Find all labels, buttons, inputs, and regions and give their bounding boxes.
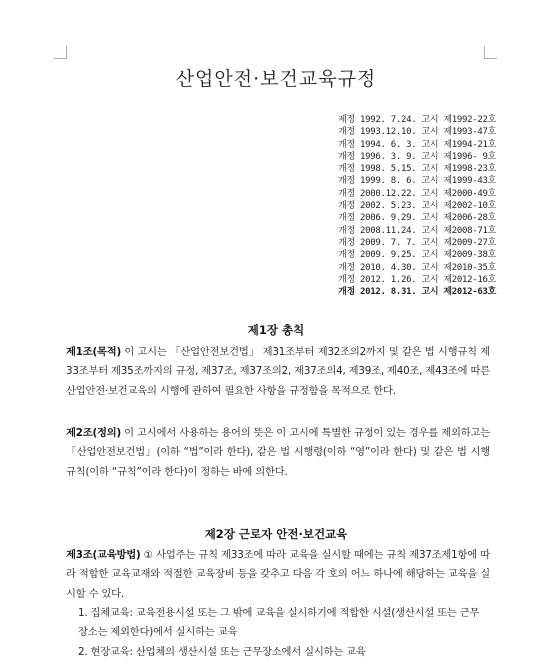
- article-3-text: ① 사업주는 규칙 제33조에 따라 교육을 실시할 때에는 규칙 제37조제1항에 따라 적합한 교육교재와 적절한 교육장비 등을 갖추고 다음 각 호의 어느 하나에 해당하는 교육을 실시할 수 있다.: [66, 549, 490, 600]
- article-2-label: 제2조(정의): [66, 427, 121, 439]
- crop-mark-top-left: [54, 46, 67, 59]
- article-3: [66, 546, 490, 604]
- list-item: 1. 집체교육: 교육전용시설 또는 그 밖에 교육을 실시하기에 적합한 시설(생산시설 또는 근무 장소는 제외한다)에서 실시하는 교육: [78, 607, 480, 639]
- article-3-label: 제3조(교육방법): [66, 549, 141, 561]
- history-line: 개정 1996. 3. 9. 고시 제1996- 9호: [338, 151, 496, 162]
- article-2: [66, 424, 490, 482]
- chapter-1-heading: 제1장 총칙: [247, 323, 305, 337]
- history-line: 개정 2008.11.24. 고시 제2008-71호: [338, 225, 496, 236]
- history-line: 개정 2002. 5.23. 고시 제2002-10호: [338, 201, 496, 212]
- history-line: 개정 2010. 4.30. 고시 제2010-35호: [338, 262, 496, 273]
- chapter-2-heading: 제2장 근로자 안전·보건교육: [204, 527, 348, 541]
- article-2-text: 이 고시에서 사용하는 용어의 뜻은 이 고시에 특별한 규정이 있는 경우를 제외하고는 「산업안전보건법」(이하 “법”이라 한다), 같은 법 시행령(이하 “영”이라 한다) 및 같은 법 시행규칙(이하 “규칙”이라 한다)이 정하는 바에 의한다.: [66, 427, 490, 478]
- history-line: 개정 1999. 8. 6. 고시 제1999-43호: [338, 176, 496, 187]
- history-line: 개정 2009. 9.25. 고시 제2009-38호: [338, 250, 496, 261]
- article-1-label: 제1조(목적): [66, 346, 121, 358]
- article-3-items: [66, 604, 490, 662]
- history-line: 개정 1993.12.10. 고시 제1993-47호: [338, 127, 496, 138]
- history-line: 개정 2006. 9.29. 고시 제2006-28호: [338, 213, 496, 224]
- list-item: 2. 현장교육: 산업체의 생산시설 또는 근무장소에서 실시하는 교육: [78, 645, 366, 658]
- history-line: 개정 1994. 6. 3. 고시 제1994-21호: [338, 139, 496, 150]
- document-title: 산업안전·보건교육규정: [175, 68, 377, 90]
- history-line: 제정 1992. 7.24. 고시 제1992-22호: [338, 115, 496, 125]
- history-line: 개정 1998. 5.15. 고시 제1998-23호: [338, 164, 496, 175]
- history-line: 개정 2012. 1.26. 고시 제2012-16호: [338, 274, 496, 285]
- crop-mark-top-right: [484, 46, 497, 59]
- history-line-latest: 개정 2012. 8.31. 고시 제2012-63호: [338, 287, 496, 298]
- article-1: [66, 343, 490, 401]
- history-line: 개정 2000.12.22. 고시 제2000-49호: [338, 188, 496, 199]
- article-1-text: 이 고시는 「산업안전보건법」 제31조부터 제32조의2까지 및 같은 법 시행규칙 제33조부터 제35조까지의 규정, 제37조, 제37조의2, 제37조의4, 제39조, 제40조, 제43조에 따른 산업안전·보건교육의 시행에 관하여 필요한 사항을 규정함을 목적으로 한다.: [66, 346, 490, 397]
- amendment-history: [338, 114, 496, 298]
- history-line: 개정 2009. 7. 7. 고시 제2009-27호: [338, 237, 496, 248]
